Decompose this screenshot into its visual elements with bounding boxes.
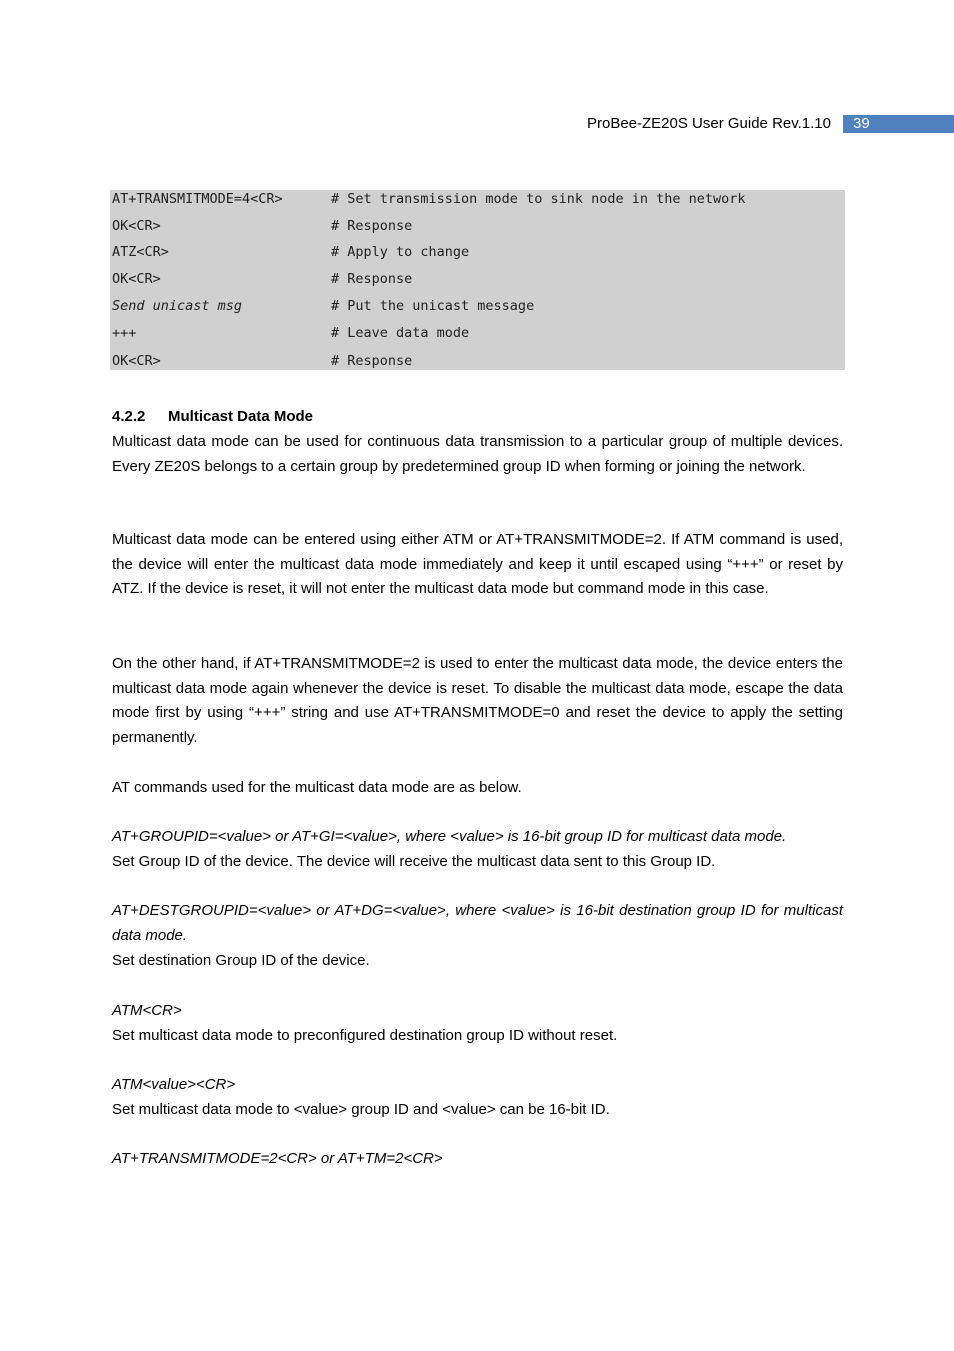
- command-groupid-description: Set Group ID of the device. The device will receive the multicast data sent to this Group ID.: [112, 853, 716, 870]
- page-number-badge: [843, 115, 954, 133]
- page-header: [0, 114, 954, 134]
- command-atm-description: Set multicast data mode to preconfigured destination group ID without reset.: [112, 1027, 618, 1044]
- code-example-block: [110, 190, 845, 370]
- page-number: 39: [853, 115, 870, 132]
- code-comment: # Put the unicast message: [331, 298, 535, 314]
- code-comment: # Set transmission mode to sink node in the network: [331, 191, 746, 207]
- code-comment: # Response: [331, 271, 413, 287]
- command-transmitmode-syntax: AT+TRANSMITMODE=2<CR> or AT+TM=2<CR>: [112, 1150, 443, 1167]
- code-row: [110, 217, 845, 239]
- code-command: OK<CR>: [112, 353, 161, 369]
- code-row: [110, 190, 845, 212]
- command-groupid-syntax: AT+GROUPID=<value> or AT+GI=<value>, where <value> is 16-bit group ID for multicast data mode.: [112, 828, 787, 845]
- code-command: AT+TRANSMITMODE=4<CR>: [112, 191, 283, 207]
- code-command: OK<CR>: [112, 218, 161, 234]
- section-title: Multicast Data Mode: [168, 408, 314, 425]
- code-row: [110, 297, 845, 319]
- command-atm-value-description: Set multicast data mode to <value> group ID and <value> can be 16-bit ID.: [112, 1101, 610, 1118]
- code-row: [110, 324, 845, 346]
- code-command: +++: [112, 325, 137, 341]
- paragraph-commands-intro: AT commands used for the multicast data mode are as below.: [112, 779, 522, 796]
- code-command: OK<CR>: [112, 271, 161, 287]
- paragraph-intro: Multicast data mode can be used for continuous data transmission to a particular group of multiple devices. Every ZE20S belongs to a certain group by predetermined group ID when forming or joining the network.: [112, 433, 843, 475]
- code-row: [110, 243, 845, 265]
- code-command: ATZ<CR>: [112, 244, 169, 260]
- code-comment: # Leave data mode: [331, 325, 470, 341]
- code-comment: # Response: [331, 353, 413, 369]
- paragraph-transmitmode: On the other hand, if AT+TRANSMITMODE=2 is used to enter the multicast data mode, the device enters the multicast data mode again whenever the device is reset. To disable the multicast data mode, escape the data mode first by using “+++” string and use AT+TRANSMITMODE=0 and reset the device to apply the setting permanently.: [112, 655, 843, 747]
- command-atm-syntax: ATM<CR>: [112, 1002, 182, 1019]
- code-comment: # Apply to change: [331, 244, 470, 260]
- section-number: 4.2.2: [112, 408, 146, 425]
- paragraph-entering-mode: Multicast data mode can be entered using either ATM or AT+TRANSMITMODE=2. If ATM command is used, the device will enter the multicast data mode immediately and keep it until escaped using “+++” or reset by ATZ. If the device is reset, it will not enter the multicast data mode but command mode in this case.: [112, 531, 843, 598]
- document-title: ProBee-ZE20S User Guide Rev.1.10: [586, 115, 831, 132]
- command-atm-value-syntax: ATM<value><CR>: [112, 1076, 236, 1093]
- section-heading: [112, 407, 313, 427]
- code-row: [110, 270, 845, 292]
- code-row: [110, 352, 845, 374]
- command-destgroupid-syntax: AT+DESTGROUPID=<value> or AT+DG=<value>, where <value> is 16-bit destination group ID for multicast data mode.: [112, 902, 843, 944]
- code-command: Send unicast msg: [112, 298, 243, 314]
- command-destgroupid-description: Set destination Group ID of the device.: [112, 952, 370, 969]
- code-comment: # Response: [331, 218, 413, 234]
